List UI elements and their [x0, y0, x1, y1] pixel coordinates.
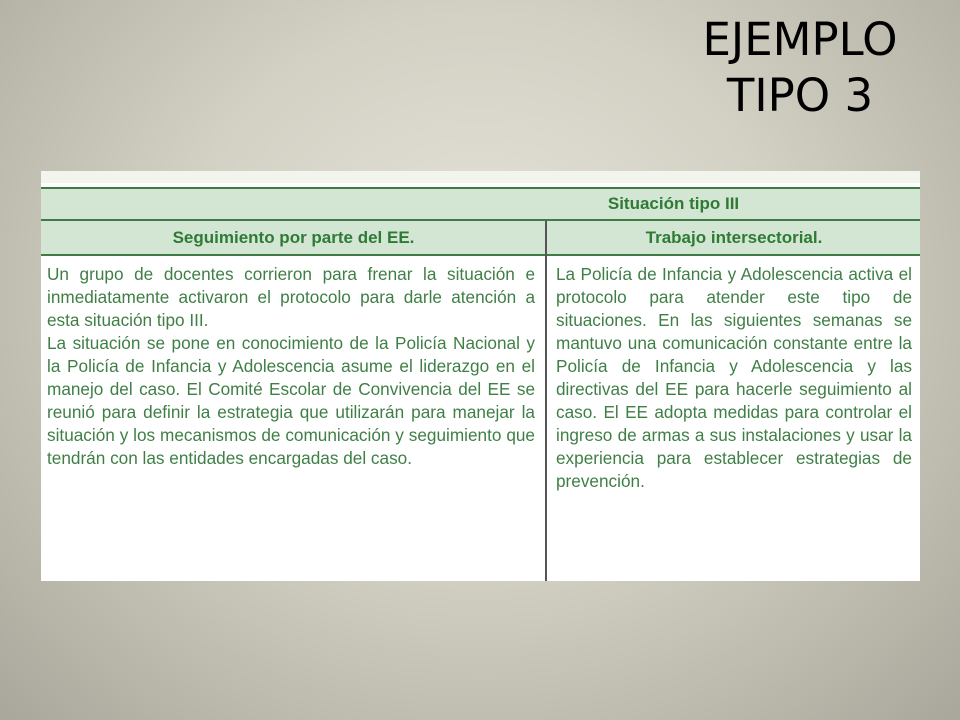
column-header-seguimiento: Seguimiento por parte del EE.	[172, 228, 415, 247]
cell-seguimiento	[47, 263, 535, 470]
cell-seguimiento-paragraph-2: La situación se pone en conocimiento de la Policía Nacional y la Policía de Infancia y Adolescencia asume el liderazgo en el manejo del caso. El Comité Escolar de Convivencia del EE se reunió para definir la estrategia que utilizarán para manejar la situación y los mecanismos de comunicación y seguimiento que tendrán con las entidades encargadas del caso.	[47, 333, 535, 468]
cell-trabajo	[556, 263, 912, 493]
column-divider	[545, 221, 547, 581]
cell-seguimiento-paragraph-1: Un grupo de docentes corrieron para frenar la situación e inmediatamente activaron el protocolo para darle atención a esta situación tipo III.	[47, 264, 535, 330]
table-header-title: Situación tipo III	[607, 194, 740, 213]
cell-trabajo-paragraph: La Policía de Infancia y Adolescencia activa el protocolo para atender este tipo de situaciones. En las siguientes semanas se mantuvo una comunicación constante entre la Policía de Infancia y Adolescencia y las directivas del EE para hacerle seguimiento al caso. El EE adopta medidas para controlar el ingreso de armas a sus instalaciones y usar la experiencia para establecer estrategias de prevención.	[556, 264, 912, 491]
table-header-bar	[41, 187, 920, 221]
column-header-trabajo: Trabajo intersectorial.	[645, 228, 823, 247]
column-header-row	[41, 221, 920, 256]
slide-title	[640, 12, 960, 124]
slide-title-line-2: TIPO 3	[726, 69, 874, 122]
situation-table	[41, 171, 920, 581]
slide-title-line-1: EJEMPLO	[702, 13, 898, 66]
